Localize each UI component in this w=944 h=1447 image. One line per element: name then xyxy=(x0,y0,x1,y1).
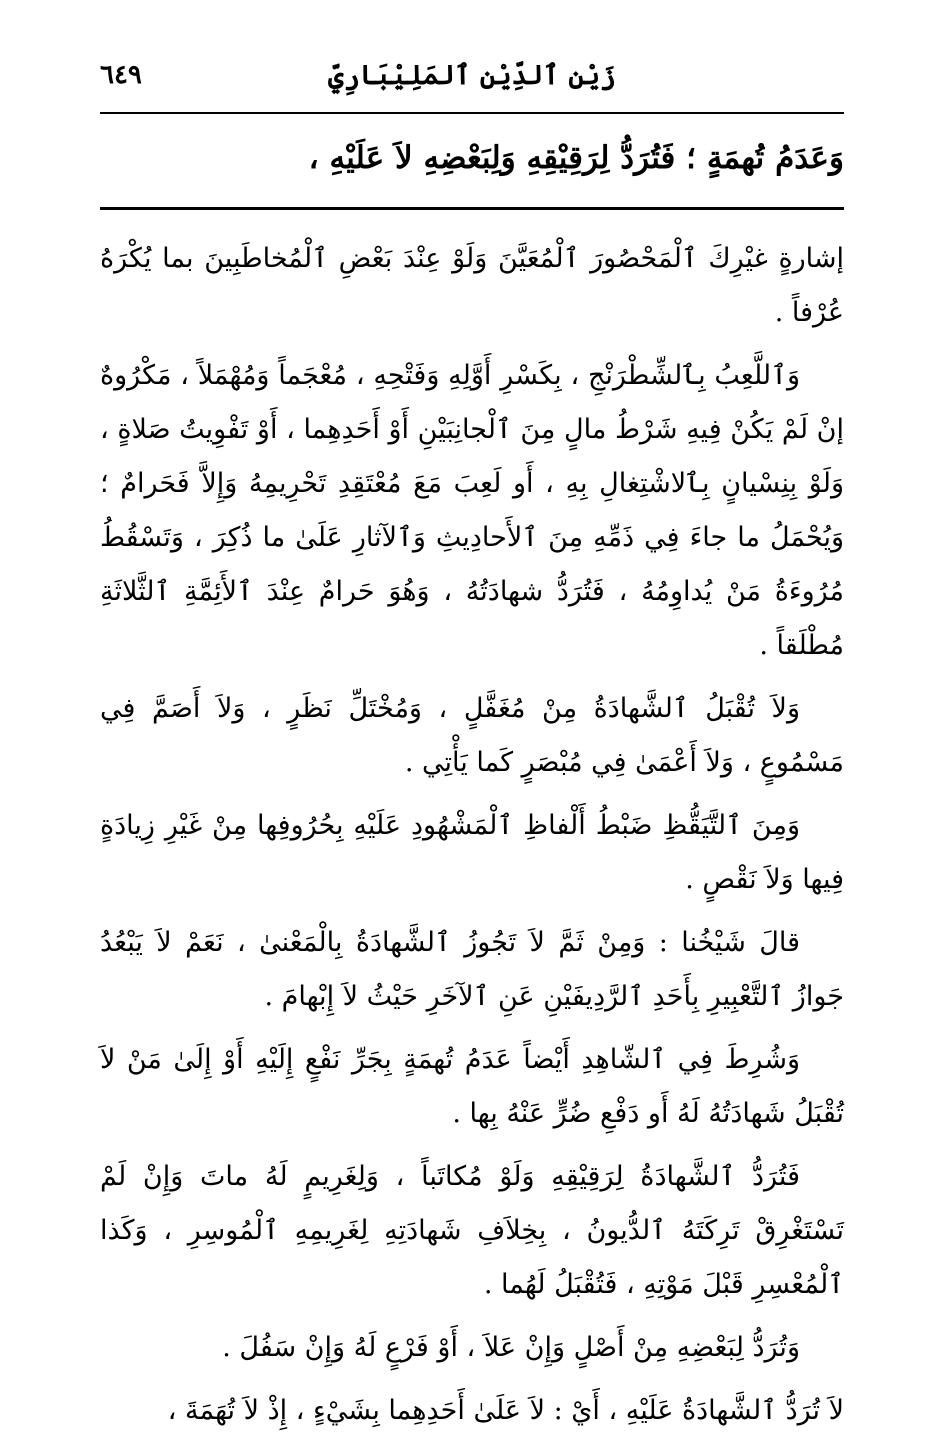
paragraph: وَٱللَّعِبُ بِٱلشِّطْرَنْجِ ، بِكَسْرِ أَوَّلِهِ وَفَتْحِهِ ، مُعْجَماً وَمُهْمَلاً ، مَكْرُوهٌ إنْ لَمْ يَكُنْ فِيهِ شَرْطُ مالٍ مِنَ ٱلْجانِبَيْنِ أَوْ أَحَدِهِما ، أَوْ تَفْوِيتُ صَلاةٍ ، وَلَوْ بِنِسْيانٍ بِٱلاشْتِغالِ بِهِ ، أَو لَعِبَ مَعَ مُعْتَقِدِ تَحْرِيمِهُ وَإِلاَّ فَحَرامٌ ؛ وَيُحْمَلُ ما جاءَ فِي ذَمِّهِ مِنَ ٱلأَحادِيثِ وَٱلآثارِ عَلَىٰ ما ذُكِرَ ، وَتَسْقُطُ مُرُوءَةُ مَنْ يُداوِمُهُ ، فَتُرَدُّ شهادَتُهُ ، وَهُوَ حَرامٌ عِنْدَ ٱلأَئِمَّةِ ٱلثَّلاثَةِ مُطْلَقاً . xyxy=(100,360,844,661)
header-divider xyxy=(100,112,844,114)
paragraph: وَلاَ تُقْبَلُ ٱلشَّهادَةُ مِنْ مُغَفَّلٍ ، وَمُخْتَلِّ نَظَرٍ ، وَلاَ أَصَمَّ فِي مَسْمُوعٍ ، وَلاَ أَعْمَىٰ فِي مُبْصَرٍ كَما يَأْتِي . xyxy=(100,693,844,778)
paragraph: وَتُرَدُّ لِبَعْضِهِ مِنْ أَصْلٍ وَإِنْ عَلاَ ، أَوْ فَرْعٍ لَهُ وَإِنْ سَفُلَ . xyxy=(222,1332,800,1363)
paragraph: إشارةٍ غيْرِكَ ٱلْمَحْصُورَ ٱلْمُعَيَّنَ وَلَوْ عِنْدَ بَعْضِ ٱلْمُخاطَبِينَ بما يُكْرَهُ عُرْفاً . xyxy=(100,243,844,328)
paragraph: قالَ شَيْخُنا : وَمِنْ ثَمَّ لاَ تَجُوزُ ٱلشَّهادَةُ بِالْمَعْنىٰ ، نَعَمْ لاَ يَبْعُدُ جَوازُ ٱلتَّعْبِيرِ بِأَحَدِ ٱلرَّدِيفَيْنِ عَنِ ٱلآخَرِ حَيْثُ لاَ إِبْهامَ . xyxy=(100,927,844,1012)
page-header xyxy=(100,52,844,112)
running-title: زَيْن ٱلدِّيْن ٱلمَلِيْبَارِيِّ xyxy=(328,60,616,91)
paragraph: فَتُرَدُّ ٱلشَّهادَةُ لِرَقِيْقِهِ وَلَوْ مُكاتَباً ، وَلِغَرِيمٍ لَهُ ماتَ وَإِنْ لَمْ تَسْتَغْرِقْ تَرِكَتَهُ ٱلدُّيونُ ، بِخِلاَفِ شَهادَتِهِ لِغَرِيمِهِ ٱلْمُوسِرِ ، وَكَذا ٱلْمُعْسِرِ قَبْلَ مَوْتِهِ ، فَتُقْبَلُ لَهُما . xyxy=(100,1161,844,1300)
page-number: ٦٤٩ xyxy=(100,60,142,90)
paragraph: وَمِنَ ٱلتَّيَقُّظِ ضَبْطُ أَلْفاظِ ٱلْمَشْهُودِ عَلَيْهِ بِحُرُوفِها مِنْ غَيْرِ زِيادَةٍ فِيها وَلاَ نَقْصٍ . xyxy=(100,810,844,895)
paragraph: لاَ تُرَدُّ ٱلشَّهادَةُ عَلَيْهِ ، أَيْ : لاَ عَلَىٰ أَحَدِهِما بِشَيْءٍ ، إِذْ لاَ تُهَمَةَ ، xyxy=(167,1395,844,1426)
matn-text: وَعَدَمُ تُهمَةٍ ؛ فَتُرَدُّ لِرَقِيْقِهِ وَلِبَعْضِهِ لاَ عَلَيْهِ ، xyxy=(308,140,844,176)
paragraph: وَشُرِطَ فِي ٱلشّاهِدِ أَيْضاً عَدَمُ تُهمَةٍ بِجَرِّ نَفْعٍ إِلَيْهِ أَوْ إِلَىٰ مَنْ لاَ تُقْبَلُ شَهادَتُهُ لَهُ أَو دَفْعِ ضُرٍّ عَنْهُ بِها . xyxy=(100,1044,844,1129)
commentary-body xyxy=(100,232,844,1447)
matn-divider xyxy=(100,207,844,210)
